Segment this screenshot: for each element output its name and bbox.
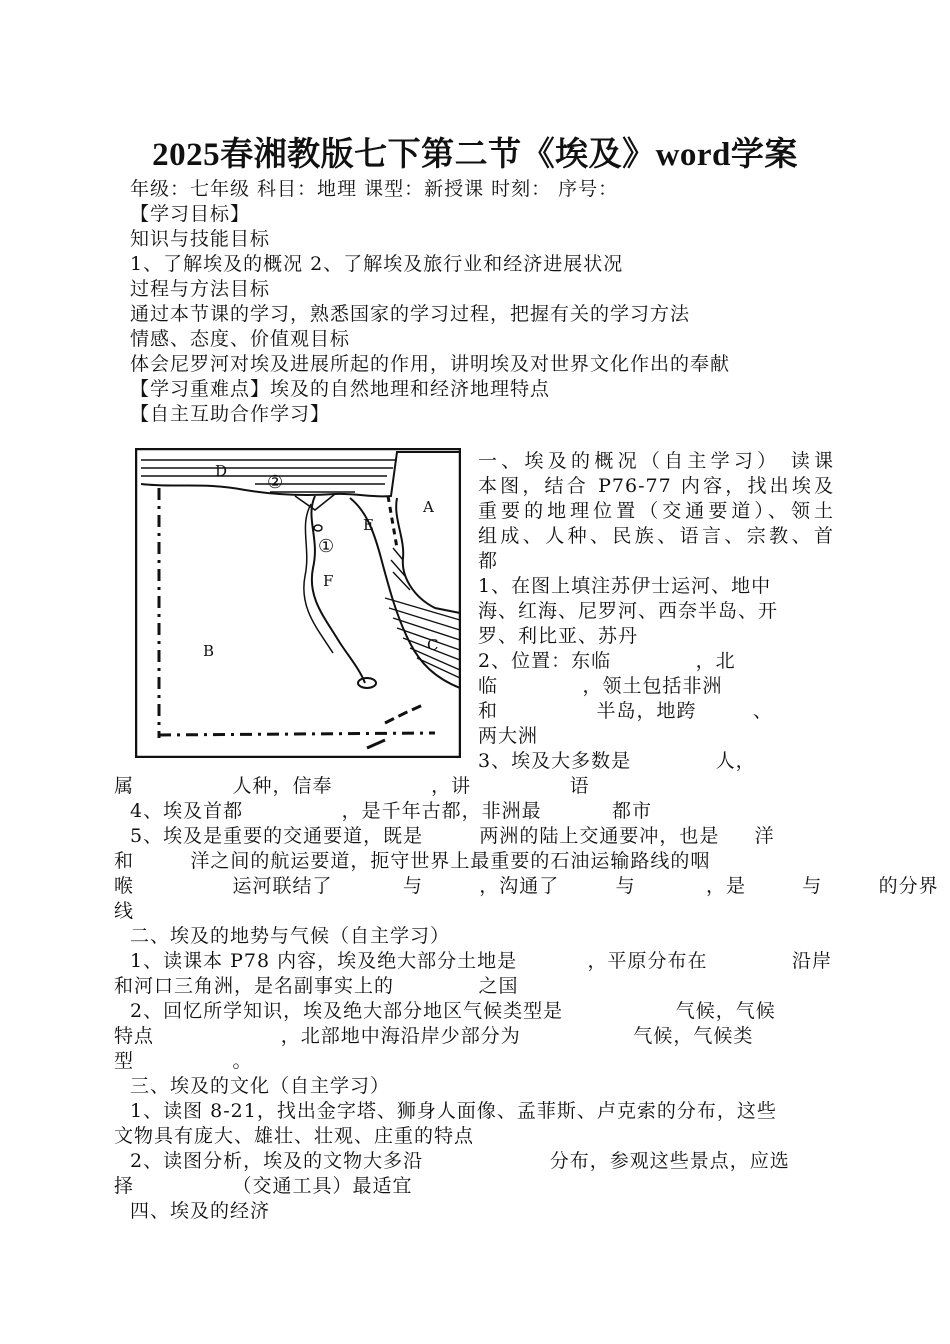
- sec1-q5-line-1: 5、埃及是重要的交通要道，既是 两洲的陆上交通要冲，也是 洋: [130, 825, 775, 847]
- sec1-q5-line-2: 和 洋之间的航运要道，扼守世界上最重要的石油运输路线的咽: [114, 850, 711, 872]
- sec1-line-5: 都: [478, 550, 499, 572]
- sec1-q2-line-1: 2、位置：东临 ，北: [478, 650, 736, 672]
- self-study-header: 【自主互助合作学习】: [130, 403, 331, 425]
- process-text: 通过本节课的学习，熟悉国家的学习过程，把握有关的学习方法: [130, 303, 691, 325]
- emotion-title: 情感、态度、价值观目标: [130, 328, 351, 350]
- sec1-q5-line-4: 线: [114, 900, 135, 922]
- sec1-q2-line-3: 和 半岛，地跨 、: [478, 700, 773, 722]
- sec2-q2-line-1: 2、回忆所学知识，埃及绝大部分地区气候类型是 气候，气候: [130, 1000, 776, 1022]
- process-title: 过程与方法目标: [130, 278, 271, 300]
- sec1-q5-line-3: 喉 运河联结了 与 ，沟通了 与 ，是 与 的分界: [114, 875, 939, 897]
- map-label-e: E: [363, 516, 374, 534]
- sec1-line-3: 重要的地理位置（交通要道）、领土: [478, 500, 834, 522]
- map-label-1: ①: [318, 536, 335, 557]
- sec2-q1-line-1: 1、读课本 P78 内容，埃及绝大部分土地是 ，平原分布在 沿岸: [130, 950, 832, 972]
- sec1-q2-line-2: 临 ，领土包括非洲: [478, 675, 723, 697]
- sec1-q3-line-1: 3、埃及大多数是 人，: [478, 750, 756, 772]
- sec3-header: 三、埃及的文化（自主学习）: [130, 1075, 391, 1097]
- sec1-q1-line-1: 1、在图上填注苏伊士运河、地中: [478, 575, 772, 597]
- sec1-q1-line-2: 海、红海、尼罗河、西奈半岛、开: [478, 600, 779, 622]
- sec1-q3-line-2: 属 人种，信奉 ，讲 语: [114, 775, 590, 797]
- sec3-q1-line-1: 1、读图 8-21，找出金字塔、狮身人面像、孟菲斯、卢克索的分布，这些: [130, 1100, 777, 1122]
- sec3-q2-line-1: 2、读图分析，埃及的文物大多沿 分布，参观这些景点，应选: [130, 1150, 790, 1172]
- sec1-line-2: 本图，结合 P76-77 内容，找出埃及: [478, 475, 834, 497]
- sec3-q2-line-2: 择 （交通工具）最适宜: [114, 1175, 413, 1197]
- knowledge-text: 1、了解埃及的概况 2、了解埃及旅行业和经济进展状况: [130, 253, 624, 275]
- sec1-line-4: 组成、人种、民族、语言、宗教、首: [478, 525, 834, 547]
- egypt-map: [135, 448, 461, 758]
- emotion-text: 体会尼罗河对埃及进展所起的作用，讲明埃及对世界文化作出的奉献: [130, 353, 731, 375]
- sec3-q1-line-2: 文物具有庞大、雄壮、壮观、庄重的特点: [114, 1125, 475, 1147]
- sec1-q1-line-3: 罗、利比亚、苏丹: [478, 625, 639, 647]
- map-label-f: F: [323, 572, 334, 590]
- knowledge-title: 知识与技能目标: [130, 228, 271, 250]
- page-title: 2025春湘教版七下第二节《埃及》word学案: [152, 137, 798, 173]
- sec2-q2-line-3: 型 。: [114, 1050, 253, 1072]
- sec1-line-1: 一、埃及的概况（自主学习） 读课: [478, 450, 834, 472]
- map-label-a: A: [423, 498, 434, 516]
- sec1-q2-line-4: 两大洲: [478, 725, 539, 747]
- key-points: 【学习重难点】埃及的自然地理和经济地理特点: [130, 378, 551, 400]
- sec2-q1-line-2: 和河口三角洲，是名副事实上的 之国: [114, 975, 519, 997]
- info-line: 年级：七年级 科目：地理 课型：新授课 时刻： 序号：: [130, 178, 619, 200]
- sec1-q4: 4、埃及首都 ，是千年古都，非洲最 都市: [130, 800, 653, 822]
- sec2-q2-line-2: 特点 ，北部地中海沿岸少部分为 气候，气候类: [114, 1025, 754, 1047]
- objectives-header: 【学习目标】: [130, 203, 251, 225]
- map-label-c: C: [427, 636, 439, 654]
- map-label-2: ②: [267, 472, 284, 493]
- map-label-b: B: [203, 642, 215, 660]
- sec4-header: 四、埃及的经济: [130, 1200, 271, 1222]
- map-label-d: D: [215, 462, 228, 480]
- sec2-header: 二、埃及的地势与气候（自主学习）: [130, 925, 451, 947]
